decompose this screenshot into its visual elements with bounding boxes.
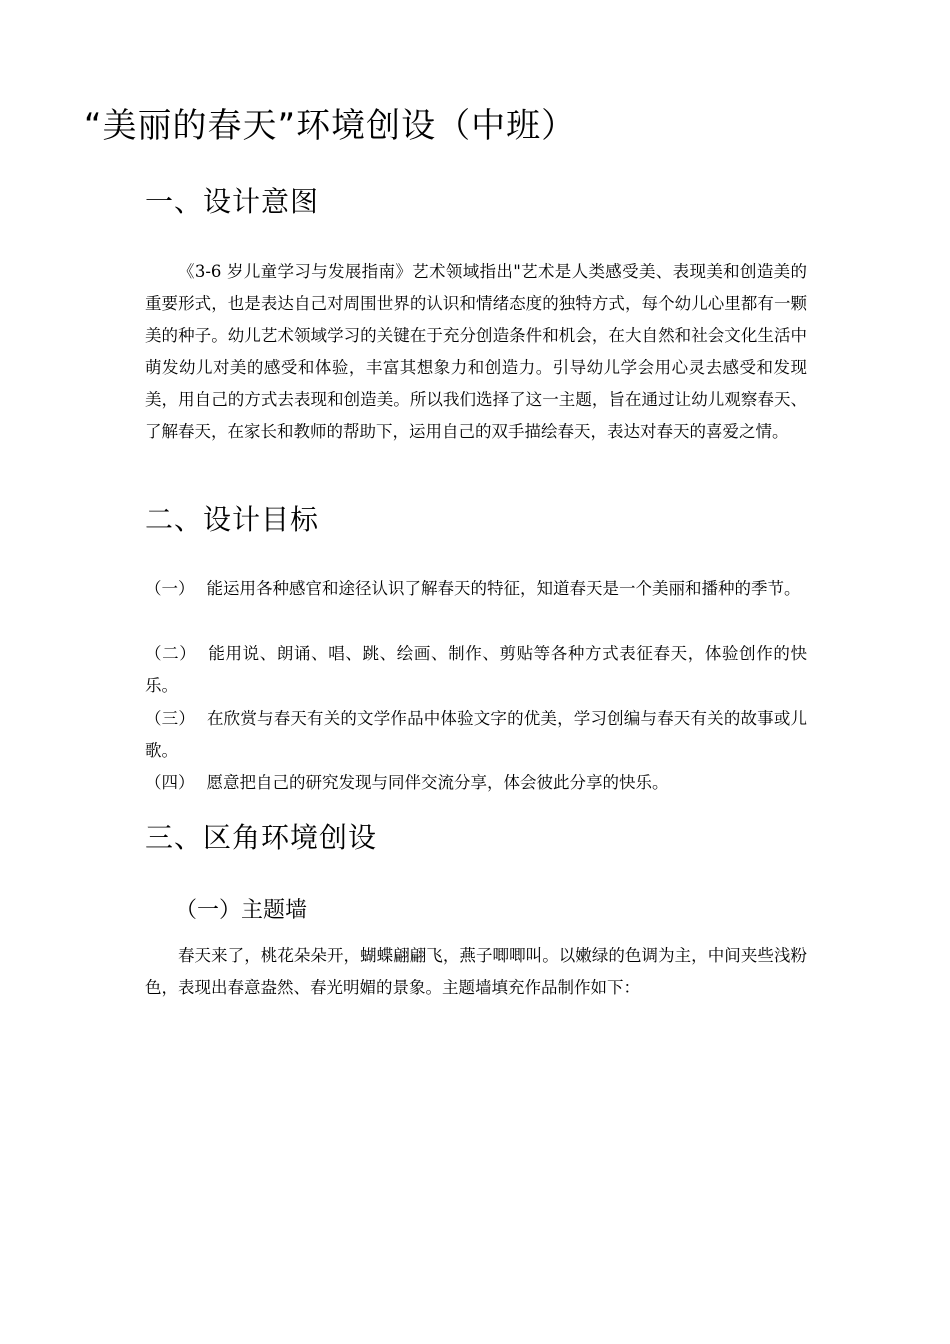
goal-item <box>145 767 807 799</box>
goal-number: （一） <box>145 579 195 598</box>
intent-paragraph: 《3-6 岁儿童学习与发展指南》艺术领域指出"艺术是人类感受美、表现美和创造美的重要形式，也是表达自己对周围世界的认识和情绪态度的独特方式，每个幼儿心里都有一颗美的种子。幼儿艺术领域学习的关键在于充分创造条件和机会，在大自然和社会文化生活中萌发幼儿对美的感受和体验，丰富其想象力和创造力。引导幼儿学会用心灵去感受和发现美，用自己的方式去表现和创造美。所以我们选择了这一主题，旨在通过让幼儿观察春天、了解春天，在家长和教师的帮助下，运用自己的双手描绘春天，表达对春天的喜爱之情。 <box>145 262 807 441</box>
document-title: “美丽的春天”环境创设（中班） <box>83 106 577 146</box>
section-heading-goals: 二、设计目标 <box>145 503 320 536</box>
goal-number: （二） <box>145 644 197 663</box>
goal-number: （四） <box>145 773 195 792</box>
subheading-theme-wall: （一）主题墙 <box>175 898 308 923</box>
section-heading-environment: 三、区角环境创设 <box>145 821 378 854</box>
section-heading-intent: 一、设计意图 <box>145 185 320 218</box>
goal-text: 在欣赏与春天有关的文学作品中体验文字的优美，学习创编与春天有关的故事或儿歌。 <box>145 709 808 760</box>
goal-item <box>145 638 807 702</box>
goal-number: （三） <box>145 709 196 728</box>
theme-wall-paragraph: 春天来了，桃花朵朵开，蝴蝶翩翩飞，燕子唧唧叫。以嫩绿的色调为主，中间夹些浅粉色，表现出春意盎然、春光明媚的景象。主题墙填充作品制作如下： <box>145 946 807 997</box>
goal-item <box>145 573 807 605</box>
goal-item <box>145 703 807 767</box>
goal-text: 能运用各种感官和途径认识了解春天的特征，知道春天是一个美丽和播种的季节。 <box>206 579 801 598</box>
goal-text: 能用说、朗诵、唱、跳、绘画、制作、剪贴等各种方式表征春天，体验创作的快乐。 <box>145 644 808 695</box>
goal-text: 愿意把自己的研究发现与同伴交流分享，体会彼此分享的快乐。 <box>206 773 669 792</box>
